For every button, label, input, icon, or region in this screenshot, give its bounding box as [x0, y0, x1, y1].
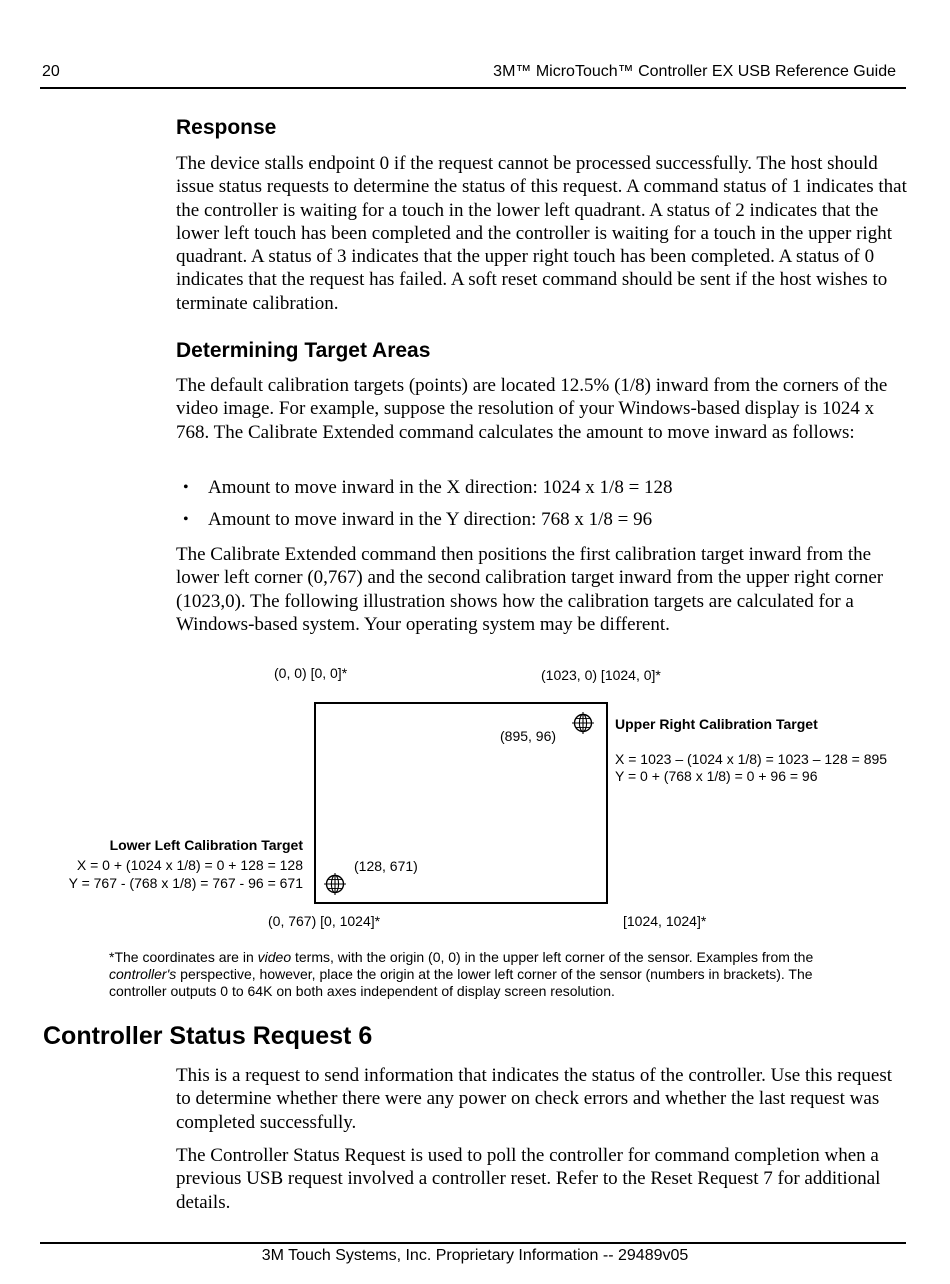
lower-left-x-formula: X = 0 + (1024 x 1/8) = 0 + 128 = 128: [76, 857, 303, 873]
crosshair-globe-icon: [571, 711, 595, 735]
bullet-item-y-direction: Amount to move inward in the Y direction: 768 x 1/8 = 96: [208, 509, 653, 530]
top-right-coordinate-label: (1023, 0) [1024, 0]*: [541, 667, 661, 683]
footer-text: 3M Touch Systems, Inc. Proprietary Information -- 29489v05: [261, 1247, 689, 1264]
upper-right-point-label: (895, 96): [500, 728, 557, 744]
response-heading: Response: [176, 116, 277, 139]
status-request-heading: Controller Status Request 6: [43, 1022, 373, 1050]
footer-rule: [40, 1242, 906, 1244]
footnote-emphasis-controller: controller's: [109, 966, 177, 983]
upper-right-target-title: Upper Right Calibration Target: [615, 716, 818, 732]
bullet-marker: •: [183, 511, 189, 528]
footnote-text: perspective, however, place the origin at the lower left corner of the sensor (numbers in brackets). The controller outputs 0 to 64K on both axes independent of display screen resolution.: [109, 966, 813, 1000]
status-request-paragraph-2: The Controller Status Request is used to poll the controller for command completion when a previous USB request involved a controller reset. Refer to the Reset Request 7 for additional details.: [176, 1145, 881, 1213]
lower-left-point-label: (128, 671): [354, 858, 418, 874]
lower-left-target-title: Lower Left Calibration Target: [109, 837, 303, 853]
calibrate-extended-paragraph: The Calibrate Extended command then positions the first calibration target inward from the lower left corner (0,767) and the second calibration target inward from the upper right corner (1023,0). The following illustration shows how the calibration targets are calculated for a Windows-based system. Your operating system may be different.: [176, 544, 884, 635]
bottom-left-coordinate-label: (0, 767) [0, 1024]*: [268, 913, 381, 929]
header-rule: [40, 87, 906, 89]
footnote-emphasis-video: video: [257, 949, 292, 965]
upper-right-x-formula: X = 1023 – (1024 x 1/8) = 1023 – 128 = 895: [615, 751, 888, 767]
page-number: 20: [42, 63, 60, 80]
target-areas-heading: Determining Target Areas: [176, 339, 431, 362]
lower-left-y-formula: Y = 767 - (768 x 1/8) = 767 - 96 = 671: [68, 875, 303, 891]
status-request-paragraph-1: This is a request to send information that indicates the status of the controller. Use this request to determine whether there were any power on check errors and whether the last request was completed successfully.: [176, 1065, 893, 1133]
bullet-marker: •: [183, 479, 189, 496]
running-header-title: 3M™ MicroTouch™ Controller EX USB Reference Guide: [493, 63, 896, 80]
coordinate-footnote: [109, 949, 869, 1001]
top-left-coordinate-label: (0, 0) [0, 0]*: [274, 665, 348, 681]
footnote-text: terms, with the origin (0, 0) in the upper left corner of the sensor. Examples from the: [291, 949, 814, 965]
upper-right-y-formula: Y = 0 + (768 x 1/8) = 0 + 96 = 96: [615, 768, 818, 784]
bottom-right-coordinate-label: [1024, 1024]*: [623, 913, 707, 929]
response-paragraph: The device stalls endpoint 0 if the request cannot be processed successfully. The host should issue status requests to determine the status of this request. A command status of 1 indicates that the controller is waiting for a touch in the lower left quadrant. A status of 2 indicates that the lower left touch has been completed and the controller is waiting for a touch in the upper right quadrant. A status of 3 indicates that the upper right touch has been completed. A status of 0 indicates that the request has failed. A soft reset command should be sent if the host wishes to terminate calibration.: [176, 153, 907, 314]
bullet-item-x-direction: Amount to move inward in the X direction: 1024 x 1/8 = 128: [208, 477, 673, 498]
crosshair-globe-icon: [323, 872, 347, 896]
footnote-text: *The coordinates are in: [109, 949, 258, 965]
target-areas-paragraph: The default calibration targets (points) are located 12.5% (1/8) inward from the corners of the video image. For example, suppose the resolution of your Windows-based display is 1024 x 768. The Calibrate Extended command calculates the amount to move inward as follows:: [176, 375, 888, 443]
